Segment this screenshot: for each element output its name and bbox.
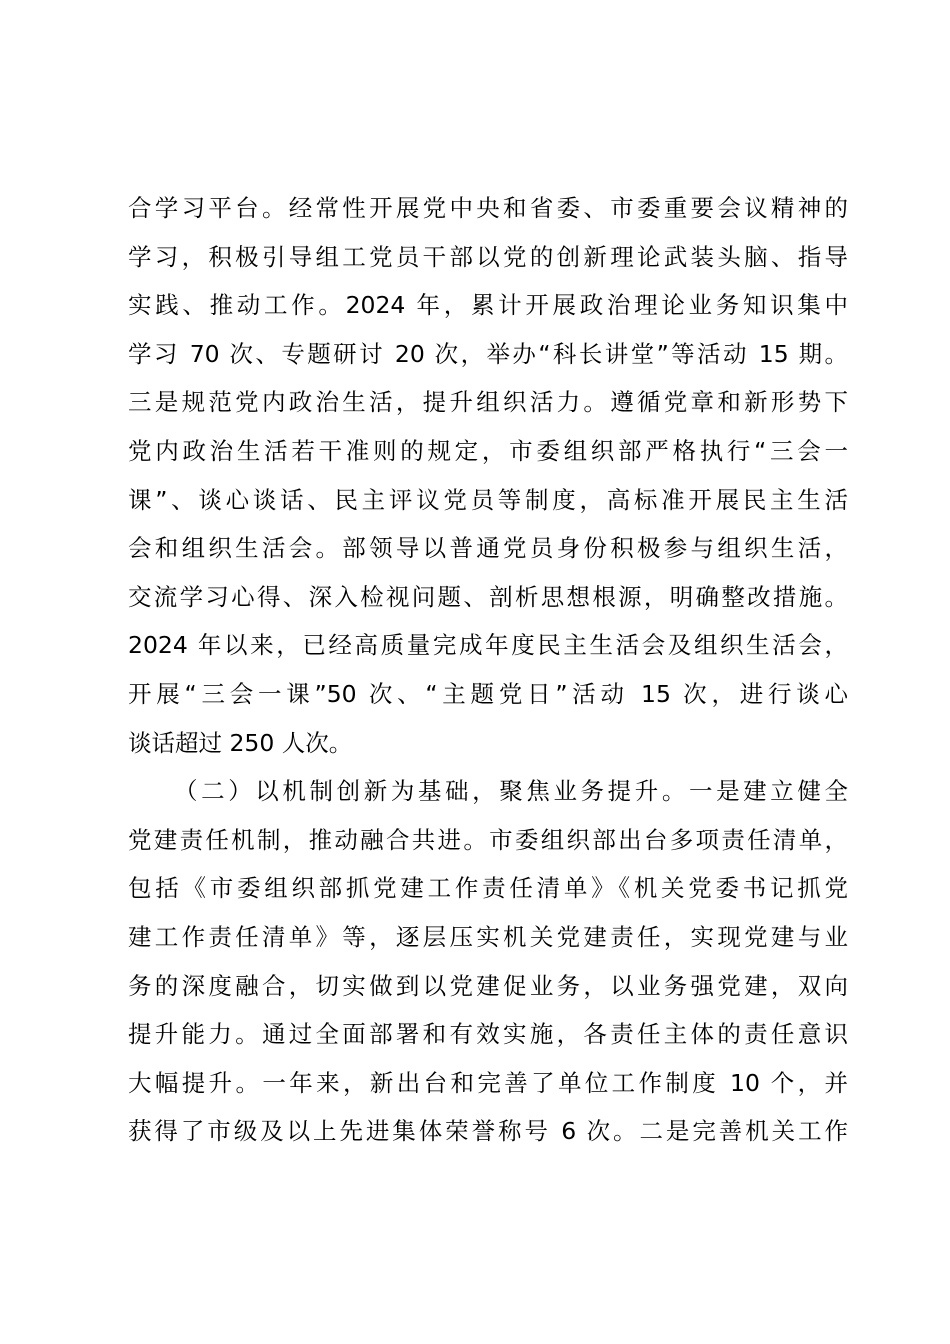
body-text bbox=[128, 184, 848, 1156]
text-line: 建工作责任清单》等，逐层压实机关党建责任，实现党建与业 bbox=[128, 922, 848, 951]
text-line: 大幅提升。一年来，新出台和完善了单位工作制度 10 个，并 bbox=[128, 1068, 848, 1097]
text-line: 课”、谈心谈话、民主评议党员等制度，高标准开展民主生活 bbox=[128, 485, 848, 514]
text-line: 会和组织生活会。部领导以普通党员身份积极参与组织生活， bbox=[128, 534, 848, 563]
text-line: 三是规范党内政治生活，提升组织活力。遵循党章和新形势下 bbox=[128, 388, 848, 417]
text-line: 交流学习心得、深入检视问题、剖析思想根源，明确整改措施。 bbox=[128, 582, 848, 611]
text-line: 开展“三会一课”50 次、“主题党日”活动 15 次，进行谈心 bbox=[128, 679, 848, 708]
text-line: 学习，积极引导组工党员干部以党的创新理论武装头脑、指导 bbox=[128, 242, 848, 271]
text-line: 获得了市级及以上先进集体荣誉称号 6 次。二是完善机关工作 bbox=[128, 1117, 848, 1146]
text-line: 包括《市委组织部抓党建工作责任清单》《机关党委书记抓党 bbox=[128, 874, 848, 903]
paragraph-end-line: 谈话超过 250 人次。 bbox=[128, 728, 353, 757]
text-line: 提升能力。通过全面部署和有效实施，各责任主体的责任意识 bbox=[128, 1020, 848, 1049]
text-line: 党建责任机制，推动融合共进。市委组织部出台多项责任清单， bbox=[128, 825, 848, 854]
text-line: 务的深度融合，切实做到以党建促业务，以业务强党建，双向 bbox=[128, 971, 848, 1000]
text-line: 党内政治生活若干准则的规定，市委组织部严格执行“三会一 bbox=[128, 436, 848, 465]
text-line: 2024 年以来，已经高质量完成年度民主生活会及组织生活会， bbox=[128, 631, 848, 660]
text-line: 学习 70 次、专题研讨 20 次，举办“科长讲堂”等活动 15 期。 bbox=[128, 339, 848, 368]
text-line: 实践、推动工作。2024 年，累计开展政治理论业务知识集中 bbox=[128, 291, 848, 320]
section-heading-line: （二）以机制创新为基础，聚焦业务提升。一是建立健全 bbox=[174, 777, 848, 806]
text-line: 合学习平台。经常性开展党中央和省委、市委重要会议精神的 bbox=[128, 194, 848, 222]
